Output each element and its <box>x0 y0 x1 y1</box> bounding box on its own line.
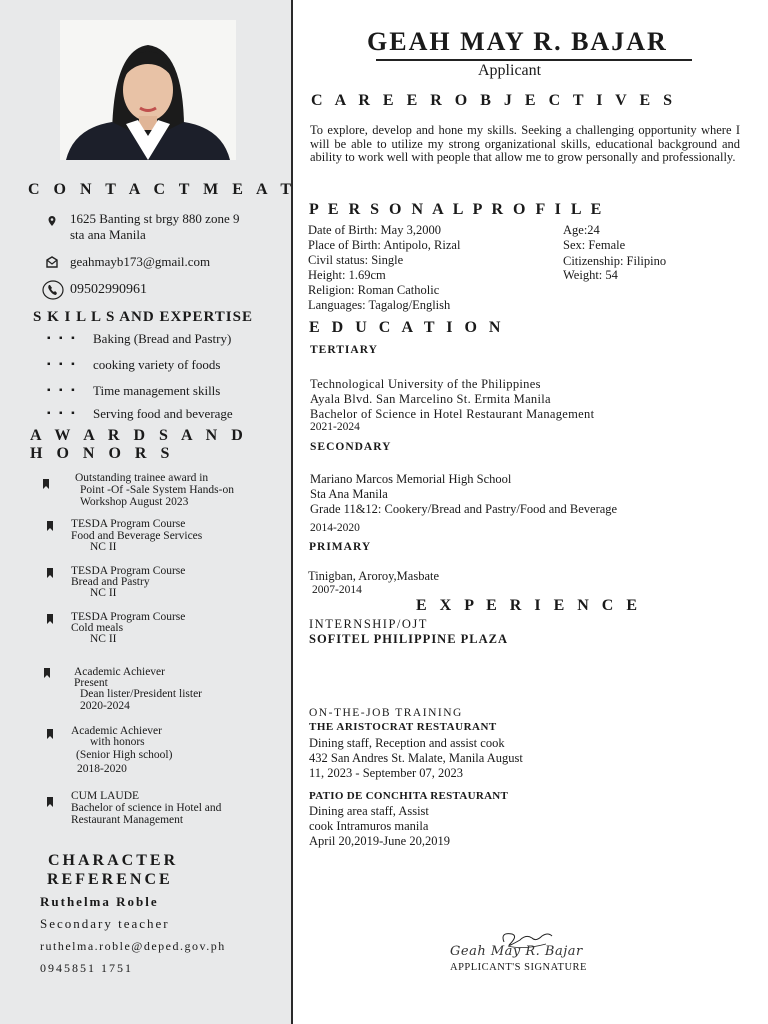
award-line: Point -Of -Sale System Hands-on <box>80 484 234 496</box>
address-line-2: sta ana Manila <box>70 227 146 242</box>
award-line: NC II <box>90 541 117 553</box>
profile-photo <box>60 20 236 160</box>
job-line: April 20,2019-June 20,2019 <box>309 834 450 848</box>
reference-phone[interactable]: 0945851 1751 <box>40 961 133 975</box>
reference-heading-line-2: REFERENCE <box>47 871 173 888</box>
award-line: Cold meals <box>71 622 124 634</box>
secondary-label: SECONDARY <box>310 441 392 453</box>
award-line: Bachelor of science in Hotel and <box>71 802 222 814</box>
award-line: (Senior High school) <box>76 749 173 761</box>
job-line: cook Intramuros manila <box>309 819 429 833</box>
tertiary-label: TERTIARY <box>310 344 378 356</box>
skill-bullet-icon: ▪ ▪ ▪ <box>47 408 78 419</box>
award-line: CUM LAUDE <box>71 790 140 802</box>
profile-item: Civil status: Single <box>308 253 404 267</box>
skill-item: Baking (Bread and Pastry) <box>93 331 232 346</box>
profile-item: Age:24 <box>563 223 600 237</box>
signature-label: APPLICANT'S SIGNATURE <box>450 962 587 973</box>
skill-item: Serving food and beverage <box>93 406 233 421</box>
education-line: 2007-2014 <box>312 584 362 596</box>
address-line-1: 1625 Banting st brgy 880 zone 9 <box>70 211 240 226</box>
profile-item: Place of Birth: Antipolo, Rizal <box>308 238 461 252</box>
name-underline <box>376 59 692 61</box>
contact-heading: C O N T A C T M E A T <box>28 181 297 198</box>
award-line: Academic Achiever <box>74 666 165 678</box>
skills-heading: S K I L L S AND EXPERTISE <box>33 309 253 325</box>
award-line: Bread and Pastry <box>71 576 150 588</box>
awards-heading-line-1: A W A R D S A N D <box>30 427 248 444</box>
skill-bullet-icon: ▪ ▪ ▪ <box>47 385 78 396</box>
contact-email[interactable]: geahmayb173@gmail.com <box>70 254 211 269</box>
reference-title: Secondary teacher <box>40 916 170 931</box>
internship-company: SOFITEL PHILIPPINE PLAZA <box>309 632 509 646</box>
profile-item: Citizenship: Filipino <box>563 254 667 268</box>
profile-item: Languages: Tagalog/English <box>308 298 451 312</box>
job-company: PATIO DE CONCHITA RESTAURANT <box>309 790 509 802</box>
job-line: 432 San Andres St. Malate, Manila August <box>309 751 523 765</box>
signature-script: Geah May R. Bajar <box>450 944 583 959</box>
education-line: Sta Ana Manila <box>310 487 388 501</box>
awards-heading-line-2: H O N O R S <box>30 445 175 462</box>
person-portrait-icon <box>60 20 236 160</box>
profile-item: Date of Birth: May 3,2000 <box>308 223 441 237</box>
objectives-text: To explore, develop and hone my skills. Seeking a challenging opportunity where I will be able to utilize my strong organizational skills, educational background and ability to work well with people that allow me to grow personally and professionally. <box>310 123 740 165</box>
profile-heading: P E R S O N A L P R O F I L E <box>309 201 605 218</box>
award-line: Workshop August 2023 <box>80 496 189 508</box>
ojt-label: ON-THE-JOB TRAINING <box>309 707 463 719</box>
location-pin-icon <box>46 215 58 227</box>
education-line: Technological University of the Philippines <box>310 377 541 391</box>
applicant-name: GEAH MAY R. BAJAR <box>367 27 668 56</box>
education-heading: E D U C A T I O N <box>309 319 505 336</box>
skill-item: cooking variety of foods <box>93 357 221 372</box>
education-line: Grade 11&12: Cookery/Bread and Pastry/Food and Beverage <box>310 502 618 516</box>
objectives-heading: C A R E E R O B J E C T I V E S <box>311 92 677 109</box>
award-line: Present <box>74 677 108 689</box>
education-line: 2021-2024 <box>310 421 360 433</box>
award-line: 2018-2020 <box>77 763 127 775</box>
profile-item: Weight: 54 <box>563 268 618 282</box>
profile-item: Religion: Roman Catholic <box>308 283 440 297</box>
award-line: Outstanding trainee award in <box>75 472 209 484</box>
reference-email[interactable]: ruthelma.roble@deped.gov.ph <box>40 939 226 953</box>
award-line: 2020-2024 <box>80 700 130 712</box>
award-line: TESDA Program Course <box>71 611 186 623</box>
phone-icon <box>42 280 64 300</box>
experience-heading: E X P E R I E N C E <box>416 597 642 614</box>
education-line: Ayala Blvd. San Marcelino St. Ermita Manila <box>310 392 551 406</box>
award-line: Restaurant Management <box>71 814 184 826</box>
award-line: Dean lister/President lister <box>80 688 202 700</box>
primary-label: PRIMARY <box>309 541 372 553</box>
award-line: Academic Achiever <box>71 725 162 737</box>
column-divider <box>291 0 293 1024</box>
job-line: 11, 2023 - September 07, 2023 <box>309 766 464 780</box>
award-line: with honors <box>90 736 145 748</box>
award-line: NC II <box>90 587 117 599</box>
skill-bullet-icon: ▪ ▪ ▪ <box>47 333 78 344</box>
award-line: TESDA Program Course <box>71 518 186 530</box>
education-line: Bachelor of Science in Hotel Restaurant Management <box>310 407 595 421</box>
reference-heading-line-1: CHARACTER <box>48 852 179 869</box>
award-line: Food and Beverage Services <box>71 530 203 542</box>
job-line: Dining staff, Reception and assist cook <box>309 736 505 750</box>
award-line: NC II <box>90 633 117 645</box>
job-line: Dining area staff, Assist <box>309 804 429 818</box>
award-line: TESDA Program Course <box>71 565 186 577</box>
job-company: THE ARISTOCRAT RESTAURANT <box>309 721 497 733</box>
profile-item: Sex: Female <box>563 238 626 252</box>
contact-phone[interactable]: 09502990961 <box>70 282 147 297</box>
reference-name: Ruthelma Roble <box>40 894 159 909</box>
applicant-role: Applicant <box>478 62 542 79</box>
skill-bullet-icon: ▪ ▪ ▪ <box>47 359 78 370</box>
internship-label: INTERNSHIP/OJT <box>309 617 428 631</box>
skill-item: Time management skills <box>93 383 221 398</box>
education-line: Mariano Marcos Memorial High School <box>310 472 512 486</box>
education-line: 2014-2020 <box>310 522 360 534</box>
profile-item: Height: 1.69cm <box>308 268 386 282</box>
education-line: Tinigban, Aroroy,Masbate <box>308 569 440 583</box>
mail-icon <box>46 256 58 268</box>
